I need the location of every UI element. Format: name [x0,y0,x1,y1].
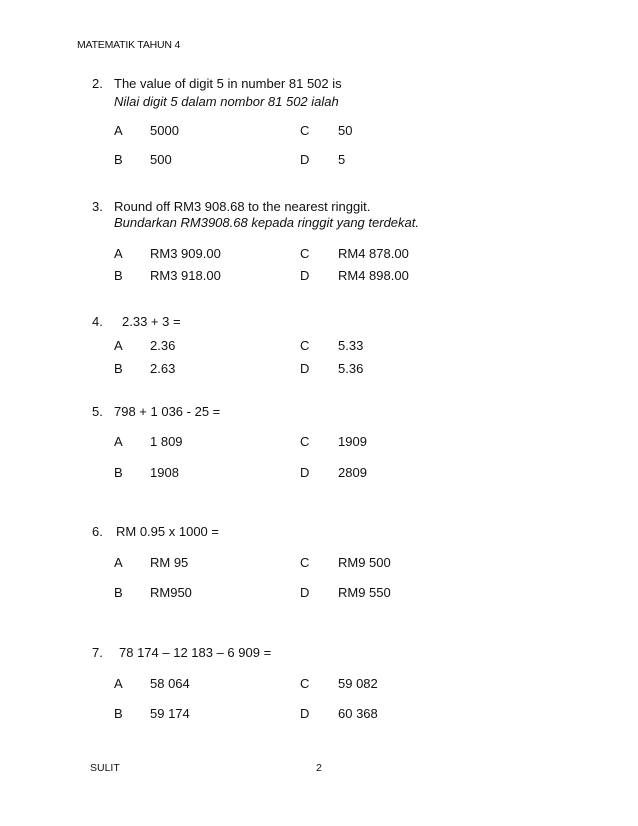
question-number: 7. [92,645,103,660]
option-value: RM9 500 [338,555,391,570]
question-number: 2. [92,76,103,91]
option-letter: B [114,465,123,480]
option-value: 60 368 [338,706,378,721]
option-value: 5 [338,152,346,167]
option-value: 500 [150,152,172,167]
question-text: 2.33 + 3 = [122,314,181,329]
option-value: RM4 878.00 [338,246,409,261]
option-value: RM3 909.00 [150,246,221,261]
question-text: The value of digit 5 in number 81 502 is [114,76,342,91]
option-value: 2.36 [150,338,176,353]
option-letter: D [300,361,310,376]
option-letter: B [114,268,123,283]
option-letter: A [114,246,123,261]
question-translation: Nilai digit 5 dalam nombor 81 502 ialah [114,94,339,109]
option-value: 1908 [150,465,179,480]
option-letter: B [114,152,123,167]
option-value: RM3 918.00 [150,268,221,283]
question-text: RM 0.95 x 1000 = [116,524,219,539]
option-letter: D [300,706,310,721]
option-letter: D [300,152,310,167]
page-number: 2 [316,762,322,774]
footer-classification: SULIT [90,762,120,774]
option-letter: A [114,676,123,691]
option-value: RM 95 [150,555,189,570]
question-number: 3. [92,199,103,214]
option-value: 1909 [338,434,367,449]
option-letter: C [300,434,310,449]
option-value: 5.33 [338,338,364,353]
option-value: 59 174 [150,706,190,721]
option-letter: C [300,676,310,691]
option-value: 5000 [150,123,179,138]
question-text: Round off RM3 908.68 to the nearest ringgit. [114,199,371,214]
question-text: 78 174 – 12 183 – 6 909 = [119,645,272,660]
question-text: 798 + 1 036 - 25 = [114,404,221,419]
option-letter: B [114,585,123,600]
page-header-title: MATEMATIK TAHUN 4 [77,39,181,51]
option-letter: C [300,338,310,353]
option-value: RM9 550 [338,585,391,600]
option-value: 2809 [338,465,367,480]
option-letter: A [114,434,123,449]
option-letter: C [300,246,310,261]
option-value: RM950 [150,585,192,600]
option-value: 50 [338,123,353,138]
option-value: RM4 898.00 [338,268,409,283]
option-value: 58 064 [150,676,190,691]
option-letter: C [300,123,310,138]
question-translation: Bundarkan RM3908.68 kepada ringgit yang terdekat. [114,215,419,230]
option-letter: A [114,123,123,138]
option-letter: A [114,338,123,353]
option-value: 5.36 [338,361,364,376]
option-value: 59 082 [338,676,378,691]
option-value: 2.63 [150,361,176,376]
option-value: 1 809 [150,434,183,449]
question-number: 6. [92,524,103,539]
question-number: 5. [92,404,103,419]
option-letter: D [300,585,310,600]
option-letter: A [114,555,123,570]
option-letter: D [300,465,310,480]
option-letter: C [300,555,310,570]
question-number: 4. [92,314,103,329]
option-letter: D [300,268,310,283]
option-letter: B [114,361,123,376]
option-letter: B [114,706,123,721]
